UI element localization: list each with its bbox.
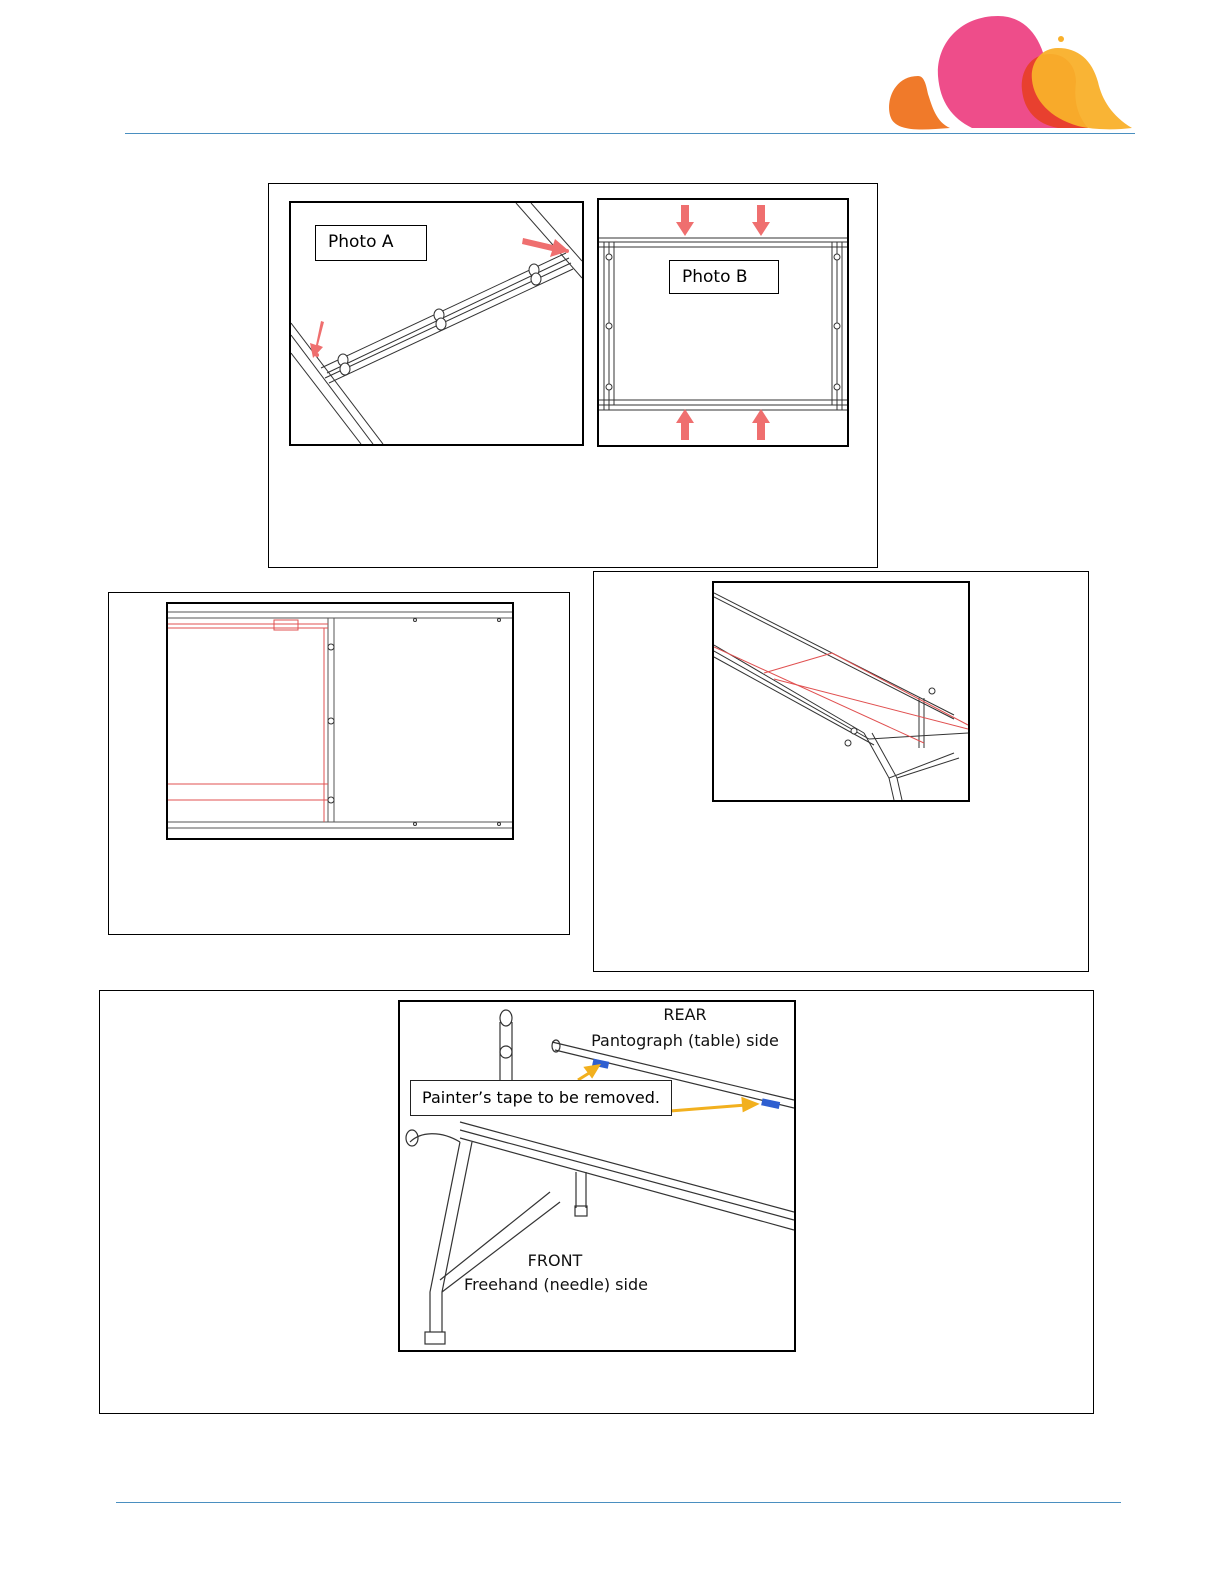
tape-arrow-right [670, 1105, 746, 1111]
photo-a-arrow-left [310, 321, 324, 358]
photo-b-arrow-bl [676, 409, 694, 440]
figure-frame-top [268, 183, 878, 568]
figure-frame-bottom [99, 990, 1094, 1414]
front-label: FRONT [527, 1251, 583, 1270]
photo-table-angle-view [712, 581, 970, 802]
front-sublabel: Freehand (needle) side [464, 1275, 648, 1294]
photo-table-labeled [398, 1000, 796, 1352]
photo-a-arrow-right [522, 238, 569, 257]
photo-table-top-view [166, 602, 514, 840]
figure-frame-mid-left [108, 592, 570, 935]
photo-a-label: Photo A [315, 225, 427, 261]
footer-rule [116, 1502, 1121, 1503]
photo-b-arrow-br [752, 409, 770, 440]
brand-logo [880, 10, 1140, 135]
photo-b-arrow-tl [676, 205, 694, 236]
rear-sublabel: Pantograph (table) side [591, 1031, 779, 1050]
photo-b [597, 198, 849, 447]
header-rule [125, 133, 1135, 134]
rear-label: REAR [663, 1005, 707, 1024]
logo-dot [1058, 36, 1064, 42]
photo-a [289, 201, 584, 446]
figure-frame-mid-right [593, 571, 1089, 972]
tape-callout: Painter’s tape to be removed. [410, 1080, 672, 1116]
photo-b-label: Photo B [669, 260, 779, 294]
photo-b-arrow-tr [752, 205, 770, 236]
tape-right [761, 1098, 780, 1109]
